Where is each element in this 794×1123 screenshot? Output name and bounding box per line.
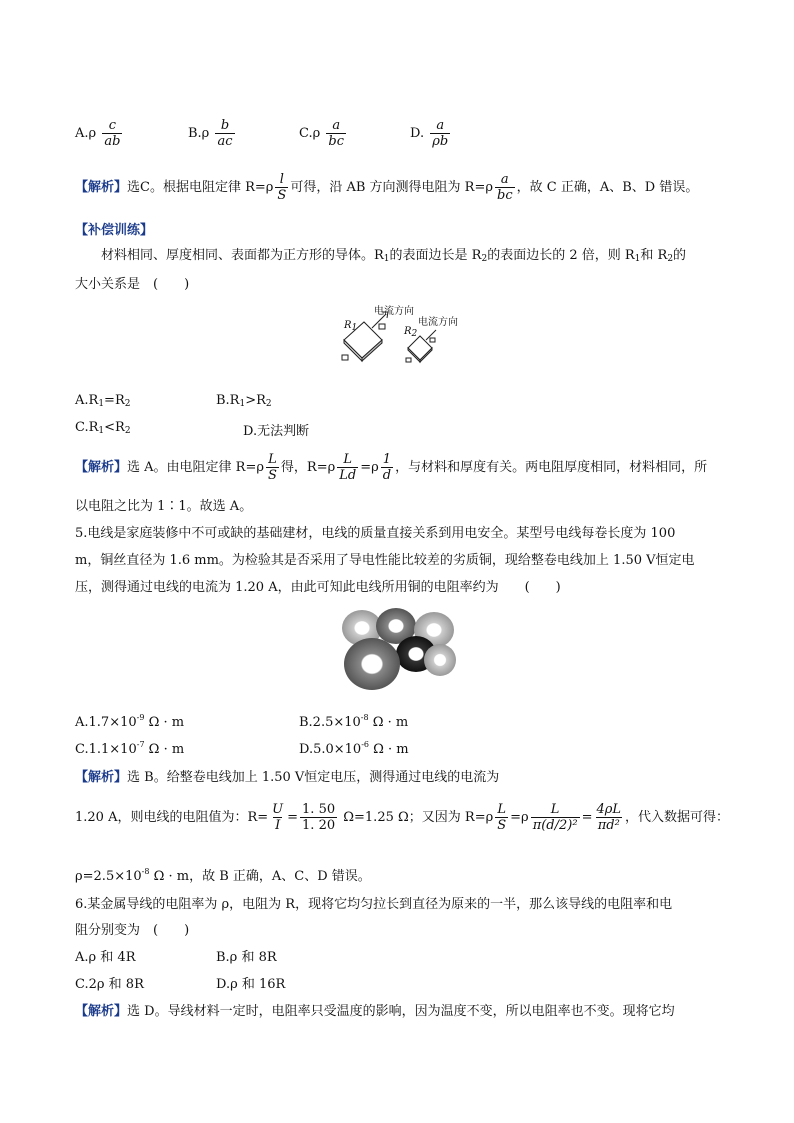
fraction: $\frac{4\rho L}{\text{πd²}}$ xyxy=(596,802,622,833)
q6-option-a: A.ρ 和 4R xyxy=(75,950,136,965)
analysis-tag: 【解析】 xyxy=(75,770,128,785)
supplement-heading: 【补偿训练】 xyxy=(75,223,154,238)
q5-option-a: $A.1.7\times 10^{-9}$ Ω · m xyxy=(75,713,185,730)
current-direction-label-2: 电流方向 xyxy=(418,317,458,328)
analysis-3-formula: 1.20 A，则电线的电阻值为：R= $\frac{U}{I}$ = $\frac{1. 50}{1. 20}$ Ω=1.25 Ω；又因为 R=ρ $\frac{L}{S}$ =ρ $\frac{L}{\text{π(d/2)²}}$ = $\frac{4\rho L}{\text{πd²}}$ ，代入数据可得： xyxy=(75,802,730,833)
r1-label: $R_1$ xyxy=(344,320,358,333)
conductor-figure xyxy=(338,300,468,370)
fraction: $\frac{1. 50}{1. 20}$ xyxy=(302,802,336,833)
analysis-1: 【解析】选C。根据电阻定律 R=ρ $\frac{l}{S}$ 可得，沿 AB 方向测得电阻为 R=ρ $\frac{a}{bc}$ ，故 C 正确，A、B、D 错误。 xyxy=(75,172,699,203)
supp-option-d: D.无法判断 xyxy=(243,424,310,439)
q5-line-3: 压，测得通过电线的电流为 1.20 A，由此可知此电线所用铜的电阻率约为 ( ) xyxy=(75,580,561,595)
fraction: $\frac{1}{d}$ xyxy=(382,452,392,483)
analysis-tag: 【解析】 xyxy=(75,460,128,475)
wire-coils-image xyxy=(336,604,458,696)
q4-option-b: B.ρ $\frac{b}{ac}$ xyxy=(188,118,233,149)
analysis-3-result: $\rho=2.5\times 10^{-8}$ Ω · m，故 B 正确，A、C、D 错误。 xyxy=(75,867,371,884)
fraction: $\frac{a}{bc}$ xyxy=(497,172,513,203)
fraction: $\frac{b}{ac}$ xyxy=(217,118,233,149)
q6-option-d: D.ρ 和 16R xyxy=(216,977,286,992)
supplement-body: 材料相同、厚度相同、表面都为正方形的导体。$R_1$的表面边长是 $R_2$的表面边长的 2 倍，则 $R_1$和 $R_2$的 xyxy=(101,248,687,264)
r2-label: $R_2$ xyxy=(404,326,418,339)
fraction: $\frac{c}{ab}$ xyxy=(104,118,121,149)
current-direction-label-1: 电流方向 xyxy=(374,306,414,317)
supp-option-a: $A.R_1=R_2$ xyxy=(75,393,131,409)
analysis-3: 【解析】选 B。给整卷电线加上 1.50 V恒定电压，测得通过电线的电流为 xyxy=(75,770,500,785)
supp-option-b: $B.R_1>R_2$ xyxy=(216,393,272,409)
q5-option-b: $B.2.5\times 10^{-8}$ Ω · m xyxy=(299,713,409,730)
q6-option-b: B.ρ 和 8R xyxy=(216,950,277,965)
q6-line-1: 6.某金属导线的电阻率为 ρ，电阻为 R，现将它均匀拉长到直径为原来的一半，那么该导线的电阻率和电 xyxy=(75,897,673,912)
analysis-2-cont: 以电阻之比为 1∶1。故选 A。 xyxy=(75,499,253,514)
fraction: $\frac{a}{\rho b}$ xyxy=(432,118,449,149)
fraction: $\frac{U}{I}$ xyxy=(272,802,284,833)
fraction: $\frac{L}{S}$ xyxy=(497,802,507,833)
analysis-4: 【解析】选 D。导线材料一定时，电阻率只受温度的影响，因为温度不变，所以电阻率也不变。现将它均 xyxy=(75,1004,675,1019)
q5-option-c: $C.1.1\times 10^{-7}$ Ω · m xyxy=(75,740,185,757)
q4-option-a: A.ρ $\frac{c}{ab}$ xyxy=(75,118,121,149)
fraction: $\frac{L}{\text{π(d/2)²}}$ xyxy=(532,802,578,833)
q4-option-c: C.ρ $\frac{a}{bc}$ xyxy=(299,118,345,149)
q6-option-c: C.2ρ 和 8R xyxy=(75,977,144,992)
q6-line-2: 阻分别变为 ( ) xyxy=(75,923,190,938)
q5-line-1: 5.电线是家庭装修中不可或缺的基础建材，电线的质量直接关系到用电安全。某型号电线每卷长度为 100 xyxy=(75,526,676,541)
q5-option-d: $D.5.0\times 10^{-6}$ Ω · m xyxy=(299,740,409,757)
q5-line-2: m，铜丝直径为 1.6 mm。为检验其是否采用了导电性能比较差的劣质铜，现给整卷电线加上 1.50 V恒定电 xyxy=(75,553,695,568)
fraction: $\frac{l}{S}$ xyxy=(277,172,287,203)
supplement-body-2: 大小关系是 ( ) xyxy=(75,277,190,292)
supp-option-c: $C.R_1<R_2$ xyxy=(75,420,131,436)
analysis-tag: 【解析】 xyxy=(75,180,128,195)
fraction: $\frac{a}{bc}$ xyxy=(328,118,345,149)
analysis-tag: 【解析】 xyxy=(75,1004,128,1019)
fraction: $\frac{L}{S}$ xyxy=(268,452,277,483)
fraction: $\frac{L}{Ld}$ xyxy=(339,452,357,483)
analysis-2: 【解析】选 A。由电阻定律 R=ρ $\frac{L}{S}$ 得，R=ρ $\frac{L}{Ld}$ =ρ $\frac{1}{d}$ ，与材料和厚度有关。两电阻厚度相同，材料相同，所 xyxy=(75,452,708,483)
wire-coils-picture xyxy=(336,604,458,696)
q4-option-d: D. $\frac{a}{\rho b}$ xyxy=(410,118,449,149)
